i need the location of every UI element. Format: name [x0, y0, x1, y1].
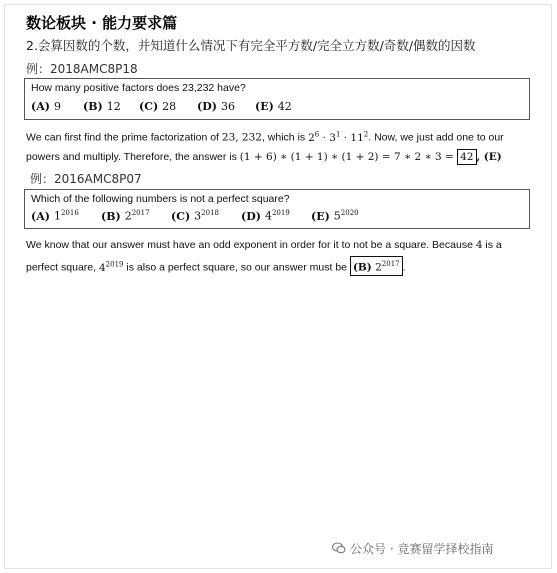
choice-a: (A) 9	[31, 100, 61, 113]
prime-factorization: $2^6 \cdot 3^1 \cdot 11^2$	[308, 130, 369, 144]
choice-b: (B) $2^{2017}$	[101, 209, 150, 223]
choice-c: (C) 28	[139, 100, 177, 113]
solution-text: We know that our answer must have an odd exponent in order for it to not be a square. Because 4 is a perfect square, $4^{2019}$ is also a perfect square, so our answer must be (B) $2^{2017}$ .	[26, 239, 502, 274]
number-23232: 23, 232	[221, 131, 262, 144]
watermark: 公众号 · 竞赛留学择校指南	[332, 540, 493, 557]
problem-box	[24, 78, 530, 120]
problem-question: How many positive factors does 23,232 have?	[31, 82, 246, 94]
choice-d: (D) 36	[197, 100, 235, 113]
example-label: 例：2016AMC8P07	[30, 172, 142, 186]
boxed-answer: 42	[457, 149, 476, 165]
choice-d: (D) $4^{2019}$	[241, 209, 290, 223]
calculation-expression: (1 + 6) ∗ (1 + 1) ∗ (1 + 2) = 7 ∗ 2 ∗ 3 =	[239, 150, 458, 163]
page-title: 数论板块 · 能力要求篇	[26, 14, 178, 32]
answer-letter: , (E)	[476, 150, 502, 163]
choice-e: (E) $5^{2020}$	[311, 209, 359, 223]
solution-text: We can first find the prime factorization of 23, 232, which is $2^6 \cdot 3^1 \cdot 11^2$. Now, we just add one to our powers and multiply. Therefore, the answer is (1 + 6) ∗ (1 + 1) ∗ (1 + 2) = 7 ∗ 2 ∗ 3 = 42 , (E)	[26, 130, 504, 163]
power-4-2019: $4^{2019}$	[98, 260, 124, 274]
choice-c: (C) $3^{2018}$	[171, 209, 219, 223]
problem-question: Which of the following numbers is not a perfect square?	[31, 193, 290, 205]
wechat-icon	[332, 542, 346, 557]
choice-e: (E) 42	[255, 100, 292, 113]
boxed-answer: (B) $2^{2017}$	[350, 256, 403, 276]
page-subtitle: 2.会算因数的个数，并知道什么情况下有完全平方数/完全立方数/奇数/偶数的因数	[26, 38, 476, 53]
example-label: 例：2018AMC8P18	[26, 62, 138, 76]
problem-box	[24, 189, 530, 229]
number-4: 4	[475, 239, 483, 251]
choice-a: (A) $1^{2016}$	[31, 209, 79, 223]
choice-b: (B) 12	[83, 100, 121, 113]
